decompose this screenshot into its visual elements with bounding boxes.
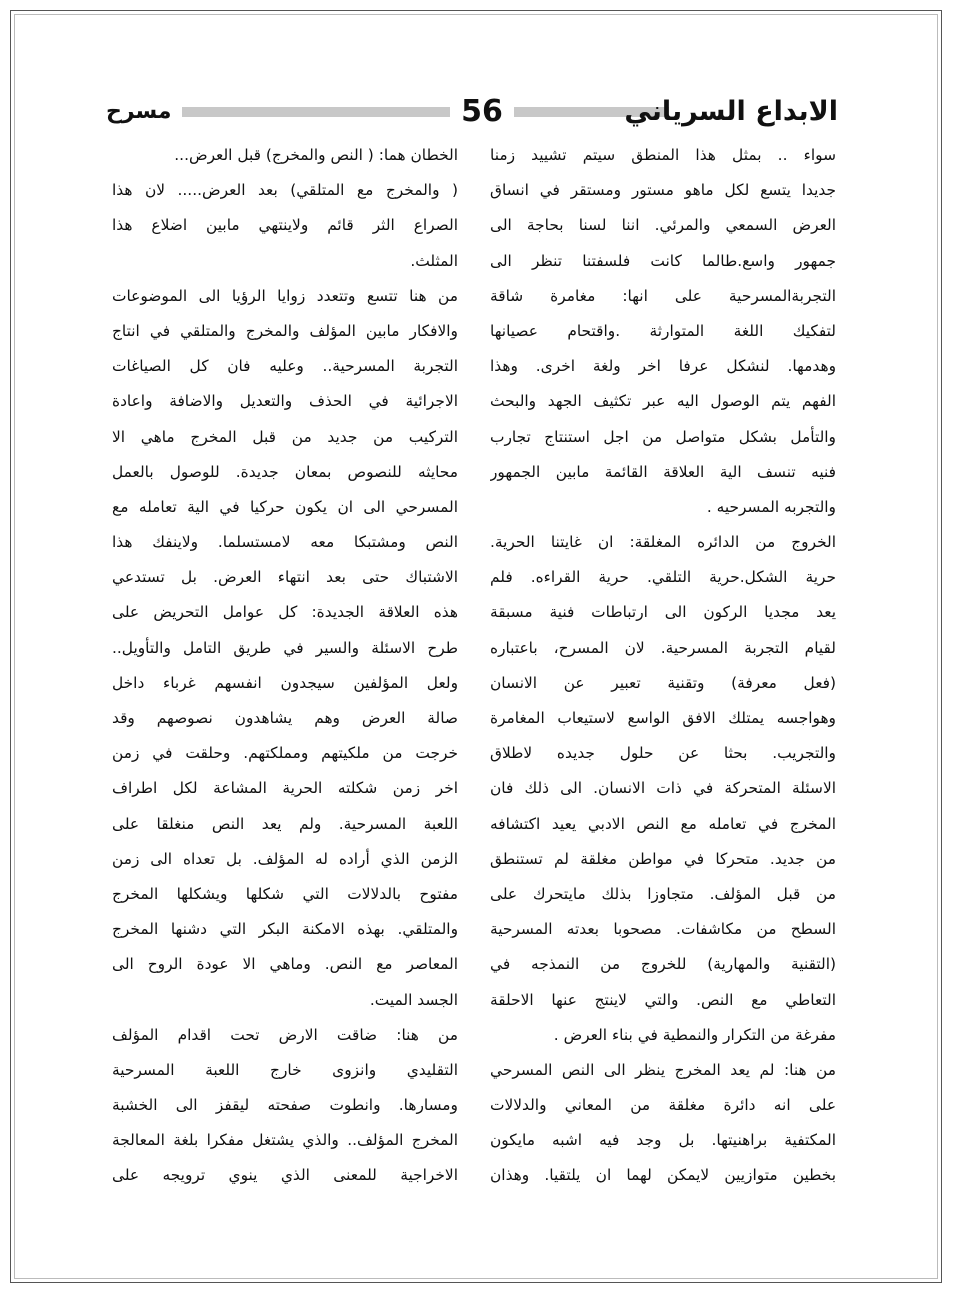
- text-line: ولعل المؤلفين سيجدون انفسهم غرباء داخل: [112, 673, 458, 692]
- text-line: والمتلقي. بهذه الامكنة البكر التي دشنها المخرج: [112, 920, 458, 939]
- text-line: محايثه للنصوص بمعان جديدة. للوصول بالعمل: [112, 462, 458, 481]
- text-line: السطح من مكاشفات. مصحوبا بعدته المسرحية: [490, 920, 836, 939]
- text-line: مفتوح بالدلالات التي شكلها ويشكلها المخرج: [112, 884, 458, 903]
- text-line: (التقنية والمهارية) للخروج من النمذجه في: [490, 955, 836, 974]
- text-line: فنيه تنسف الية العلاقة القائمة مابين الجمهور: [490, 462, 836, 481]
- text-line: لقيام التجربة المسرحية. لان المسرح، باعتباره: [490, 638, 836, 657]
- text-line: المكتفية براهنيتها. بل وجد فيه اشبه مايكون: [490, 1131, 836, 1150]
- text-line: المسرحي الى ان يكون حركيا في الية تعامله مع: [112, 497, 458, 516]
- text-line: الاخراجية للمعنى الذي ينوي ترويجه على: [112, 1166, 458, 1185]
- text-line: الصراع الثر قائم ولاينتهي مابين اضلاع هذا: [112, 216, 458, 235]
- page-number: 56: [461, 94, 503, 129]
- text-line: على انه دائرة مغلقة من المعاني والدلالات: [490, 1096, 836, 1115]
- left-text-column: [112, 138, 458, 1194]
- text-line: الاشتباك حتى بعد انتهاء العرض. بل تستدعي: [112, 568, 458, 587]
- text-line: مفرغة من التكرار والنمطية في بناء العرض .: [553, 1025, 836, 1044]
- text-line: حرية الشكل.حرية التلقي. حرية القراءه. فلم: [490, 568, 836, 587]
- text-line: الفهم يتم الوصول اليه عبر تكثيف الجهد والبحث: [490, 392, 836, 411]
- text-line: من قبل المؤلف. متجاوزا بذلك مايتحرك على: [490, 884, 836, 903]
- text-line: جديدا يتسع لكل ماهو مستور ومستقر في انساق: [490, 181, 836, 200]
- text-line: المعاصر مع النص. وماهي الا عودة الروح الى: [112, 955, 458, 974]
- text-line: سواء .. بمثل هذا المنطق سيتم تشييد زمنا: [490, 146, 836, 164]
- text-line: ( والمخرج مع المتلقي) بعد العرض..... لان هذا: [112, 181, 458, 200]
- text-line: من هنا: لم يعد المخرج ينظر الى النص المسرحي: [490, 1060, 836, 1079]
- text-line: والتجربه المسرحيه .: [706, 497, 836, 516]
- text-line: الخروج من الدائره المغلقة: ان غايتنا الحرية.: [490, 533, 836, 552]
- text-line: اخر زمن شكلته الحرية المشاعة لكل اطراف: [112, 779, 458, 798]
- text-line: يعد مجديا الركون الى ارتباطات فنية مسبقة: [490, 603, 836, 622]
- text-line: التجربةالمسرحية على انها: مغامرة شاقة: [490, 286, 836, 305]
- text-line: المخرج في تعامله مع النص الادبي يعيد اكتشافه: [490, 814, 836, 833]
- text-line: الزمن الذي أراده له المؤلف. بل تعداه الى زمن: [112, 849, 458, 868]
- magazine-title: الابداع السرياني: [624, 96, 838, 127]
- text-line: جمهور واسع.طالما كانت فلسفتنا تنظر الى: [490, 251, 836, 270]
- text-line: ومسارها. وانطوت صفحته ليقفز الى الخشبة: [112, 1096, 458, 1115]
- text-line: المخرج المؤلف.. والذي يشتغل مفكرا بلغة المعالجة: [112, 1131, 458, 1150]
- text-line: وهدمها. لنشكل عرفا اخر ولغة اخرى. وهذا: [490, 357, 836, 376]
- text-line: الاسئلة المتحركة في ذات الانسان. الى ذلك فان: [490, 779, 836, 798]
- text-line: النص ومشتبكا معه لامستسلما. ولاينفك هذا: [112, 533, 458, 552]
- text-line: الخطان هما: ( النص والمخرج) قبل العرض...: [174, 146, 458, 164]
- text-line: (فعل معرفة) وتقنية تعبير عن الانسان: [490, 673, 836, 692]
- text-line: طرح الاسئلة والسير في طريق التامل والتأويل..: [112, 638, 458, 657]
- header-rule-left: [182, 107, 450, 117]
- text-line: صالة العرض وهم يشاهدون نصوصهم وقد: [112, 709, 458, 727]
- text-line: والافكار مابين المؤلف والمخرج والمتلقي في انتاج: [112, 321, 458, 340]
- text-line: الجسد الميت.: [369, 990, 458, 1009]
- text-line: من هنا: ضاقت الارض تحت اقدام المؤلف: [112, 1025, 458, 1044]
- text-line: التعاطي مع النص. والتي لاينتج عنها الاحلقة: [490, 990, 836, 1009]
- text-line: وهواجسه يمتلك الافق الواسع لاستيعاب المغامرة: [490, 709, 836, 727]
- text-line: هذه العلاقة الجديدة: كل عوامل التحريض على: [112, 603, 458, 622]
- text-line: من جديد. متحركا في مواطن مغلقة لم تستنطق: [490, 849, 836, 868]
- text-line: لتفكيك اللغة المتوارثة .واقتحام عصيانها: [490, 321, 836, 340]
- text-line: التركيب من جديد من قبل المخرج ماهي الا: [112, 427, 458, 446]
- section-name: مسرح: [106, 99, 172, 124]
- text-line: الاجرائية في الحذف والتعديل والاضافة واعادة: [112, 392, 458, 411]
- text-line: العرض السمعي والمرئي. اننا لسنا بحاجة الى: [490, 216, 836, 235]
- text-line: اللعبة المسرحية. ولم يعد النص منغلقا على: [112, 814, 458, 833]
- page-header: [100, 92, 838, 132]
- text-line: التقليدي وانزوى خارج اللعبة المسرحية: [112, 1060, 458, 1079]
- text-line: المثلث.: [410, 251, 458, 270]
- text-line: بخطين متوازيين لايمكن لهما ان يلتقيا. وهذان: [490, 1166, 836, 1185]
- text-line: من هنا تتسع وتتعدد زوايا الرؤيا الى الموضوعات: [112, 286, 458, 305]
- text-line: والتجريب. بحثا عن حلول جديده لاطلاق: [490, 744, 836, 763]
- right-text-column: [490, 138, 836, 1194]
- text-line: والتأمل بشكل متواصل من اجل استنتاج تجارب: [490, 427, 836, 446]
- text-line: خرجت من ملكيتهم ومملكتهم. وحلقت في زمن: [112, 744, 458, 763]
- text-line: التجربة المسرحية.. وعليه فان كل الصياغات: [112, 357, 458, 376]
